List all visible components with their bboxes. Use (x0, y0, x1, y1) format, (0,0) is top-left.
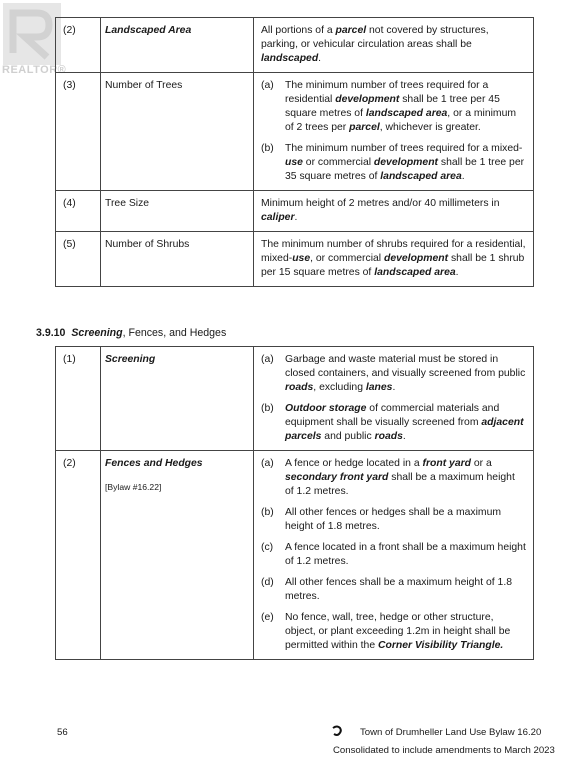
table-row (56, 347, 534, 451)
defined-term: use (292, 253, 311, 264)
text-run: . (318, 53, 322, 64)
sub-clause-label: (d) (261, 577, 274, 588)
sub-clause-text (285, 142, 526, 184)
clause-number: (4) (56, 191, 101, 232)
sub-clause-label: (b) (261, 403, 274, 414)
amendment-note: [Bylaw #16.22] (105, 482, 162, 492)
text-run: All portions of a (261, 25, 336, 36)
clause-term (101, 18, 254, 73)
clause-term-label: Fences and Hedges (105, 458, 203, 469)
text-run: or commercial (302, 157, 374, 168)
clause-number: (3) (56, 73, 101, 191)
clause-term (101, 232, 254, 287)
sub-clause-label: (e) (261, 612, 274, 623)
text-run: shall be a maximum height of 1.2 metres. (285, 472, 515, 497)
defined-term: development (335, 94, 400, 105)
clause-term (101, 451, 254, 660)
sub-clause-text (285, 611, 526, 653)
sub-clause-text (285, 79, 526, 135)
text-run: , whichever is greater. (379, 122, 481, 133)
text-run: All other fences or hedges shall be a maximum height of 1.8 metres. (285, 507, 502, 532)
sub-clause (261, 79, 526, 135)
sub-clause (261, 576, 526, 604)
defined-term: Outdoor storage (285, 403, 367, 414)
text-run: Garbage and waste material must be stored in closed containers, and visually screened from public (285, 354, 526, 379)
table-row (56, 451, 534, 660)
clause-number: (5) (56, 232, 101, 287)
text-run: A fence or hedge located in a (285, 458, 423, 469)
sub-clause-label: (b) (261, 507, 274, 518)
defined-term: caliper (261, 212, 295, 223)
sub-clause-text (285, 506, 526, 534)
sub-clause (261, 541, 526, 569)
sub-clause (261, 353, 526, 395)
defined-term: parcel (335, 25, 367, 36)
text-run: A fence located in a front shall be a maximum height of 1.2 metres. (285, 542, 526, 567)
sub-clause (261, 506, 526, 534)
clause-term-label: Screening (105, 354, 156, 365)
defined-term: roads (285, 382, 314, 393)
clause-paragraph (261, 238, 526, 280)
defined-term: landscaped (261, 53, 319, 64)
defined-term: landscaped area (365, 108, 448, 119)
clause-term (101, 347, 254, 451)
section-heading (36, 326, 226, 340)
clause-number: (2) (56, 18, 101, 73)
clause-content (254, 73, 534, 191)
text-run: Minimum height of 2 metres and/or 40 millimeters in (261, 198, 500, 209)
clause-term-label: Number of Trees (105, 80, 183, 91)
section-title-rest: , Fences, and Hedges (122, 327, 227, 339)
defined-term: secondary front yard (285, 472, 389, 483)
text-run: of commercial materials and equipment shall be visually screened from (285, 403, 500, 428)
town-logo-icon (331, 725, 343, 737)
clause-term (101, 191, 254, 232)
clause-number: (2) (56, 451, 101, 660)
sub-clause-text (285, 457, 526, 499)
defined-term: lanes (365, 382, 393, 393)
clause-term-label: Landscaped Area (105, 25, 192, 36)
text-run: , or a minimum of 2 trees per (285, 108, 517, 133)
text-run: shall be 1 shrub per 15 square metres of (261, 253, 525, 278)
defined-term: development (384, 253, 449, 264)
page-number: 56 (57, 727, 68, 738)
text-run: shall be 1 tree per 45 square metres of (285, 94, 500, 119)
realtor-watermark-text: REALTOR® (2, 64, 67, 76)
clause-content (254, 191, 534, 232)
sub-clause (261, 402, 526, 444)
text-run: . (402, 431, 406, 442)
text-run: shall be 1 tree per 35 square metres of (285, 157, 525, 182)
clause-content (254, 232, 534, 287)
defined-term: roads (374, 431, 403, 442)
defined-term: landscaped area (380, 171, 462, 182)
table-row (56, 73, 534, 191)
sub-clause (261, 457, 526, 499)
table-row (56, 18, 534, 73)
sub-clause-text (285, 541, 526, 569)
text-run: The minimum number of shrubs required for a residential, mixed- (261, 239, 526, 264)
consolidation-note: Consolidated to include amendments to March 2023 (333, 745, 555, 756)
sub-clause-label: (b) (261, 143, 274, 154)
defined-term: adjacent parcels (285, 417, 524, 442)
text-run: . (461, 171, 465, 182)
table-row (56, 191, 534, 232)
text-run: . (294, 212, 298, 223)
defined-term: Corner Visibility Triangle. (377, 640, 504, 651)
clause-term-label: Tree Size (105, 198, 150, 209)
defined-term: use (285, 157, 303, 168)
landscaping-table (55, 17, 534, 287)
table-row (56, 232, 534, 287)
text-run: and public (321, 431, 375, 442)
section-number: 3.9.10 (36, 327, 66, 339)
realtor-logo-icon (3, 3, 61, 65)
sub-clause-text (285, 353, 526, 395)
text-run: . (392, 382, 396, 393)
clause-term (101, 73, 254, 191)
clause-term-label: Number of Shrubs (105, 239, 190, 250)
sub-clause-text (285, 402, 526, 444)
sub-clause-text (285, 576, 526, 604)
defined-term: front yard (422, 458, 471, 469)
sub-clause-label: (c) (261, 542, 274, 553)
clause-number: (1) (56, 347, 101, 451)
text-run: not covered by structures, parking, or vehicular circulation areas shall be (261, 25, 489, 50)
section-title-screening: Screening (71, 327, 123, 339)
text-run: or a (471, 458, 492, 469)
sub-clause-label: (a) (261, 80, 274, 91)
sub-clause-label: (a) (261, 354, 274, 365)
screening-table (55, 346, 534, 660)
text-run: The minimum number of trees required for a mixed- (285, 143, 523, 154)
text-run: , excluding (313, 382, 366, 393)
clause-paragraph (261, 197, 526, 225)
sub-clause-label: (a) (261, 458, 274, 469)
text-run: All other fences shall be a maximum height of 1.8 metres. (285, 577, 512, 602)
clause-content (254, 347, 534, 451)
clause-content (254, 18, 534, 73)
sub-clause (261, 142, 526, 184)
defined-term: landscaped area (374, 267, 456, 278)
sub-clause (261, 611, 526, 653)
text-run: . (455, 267, 459, 278)
text-run: , or commercial (310, 253, 384, 264)
defined-term: development (373, 157, 439, 168)
text-run: The minimum number of trees required for a residential (285, 80, 489, 105)
text-run: No fence, wall, tree, hedge or other structure, object, or plant exceeding 1.2m in height shall be permitted within the (285, 612, 511, 651)
clause-content (254, 451, 534, 660)
document-title: Town of Drumheller Land Use Bylaw 16.20 (360, 727, 542, 738)
clause-paragraph (261, 24, 526, 66)
defined-term: parcel (349, 122, 380, 133)
